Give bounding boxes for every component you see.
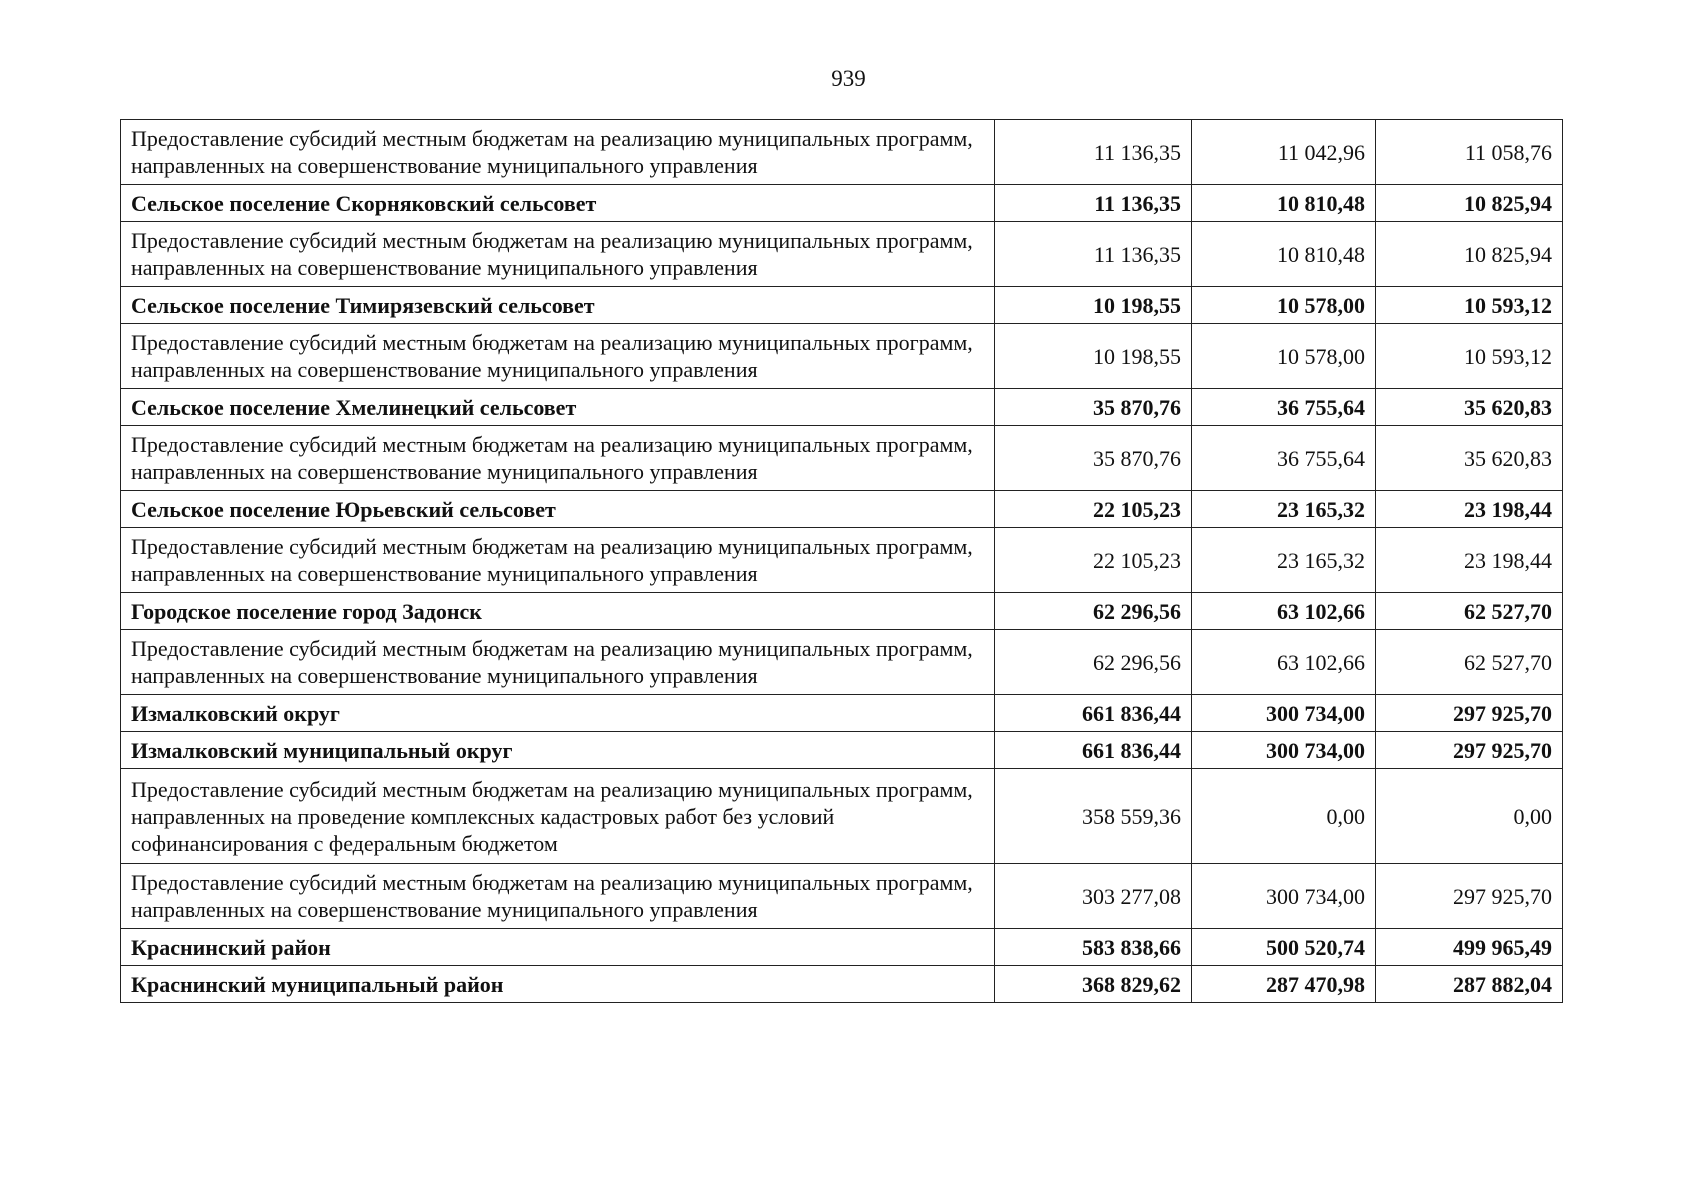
- table-row-subtotal: [121, 966, 1563, 1003]
- row-value-year1-cell: 661 836,44: [995, 695, 1192, 732]
- table-row: [121, 528, 1563, 593]
- row-value-year2-cell: 500 520,74: [1192, 929, 1376, 966]
- row-value-year2-cell: 10 810,48: [1192, 222, 1376, 287]
- row-value-year1-cell: 62 296,56: [995, 593, 1192, 630]
- row-value-year1-cell: 35 870,76: [995, 426, 1192, 491]
- row-value-year1-cell: 62 296,56: [995, 630, 1192, 695]
- table-row: [121, 222, 1563, 287]
- row-name-cell: Предоставление субсидий местным бюджетам на реализацию муниципальных программ, направленных на совершенствование муниципального управления: [121, 324, 995, 389]
- table-body: [121, 120, 1563, 1003]
- row-value-year3-cell: 62 527,70: [1376, 630, 1563, 695]
- row-value-year2-cell: 287 470,98: [1192, 966, 1376, 1003]
- table-row: [121, 426, 1563, 491]
- row-value-year3-cell: 23 198,44: [1376, 528, 1563, 593]
- row-name-cell: Предоставление субсидий местным бюджетам на реализацию муниципальных программ, направленных на совершенствование муниципального управления: [121, 528, 995, 593]
- row-value-year1-cell: 11 136,35: [995, 120, 1192, 185]
- row-name-cell: Сельское поселение Скорняковский сельсовет: [121, 185, 995, 222]
- row-value-year3-cell: 23 198,44: [1376, 491, 1563, 528]
- row-name-cell: Сельское поселение Тимирязевский сельсовет: [121, 287, 995, 324]
- row-value-year2-cell: 10 810,48: [1192, 185, 1376, 222]
- row-value-year3-cell: 297 925,70: [1376, 864, 1563, 929]
- row-name-cell: Сельское поселение Юрьевский сельсовет: [121, 491, 995, 528]
- row-name-cell: Измалковский округ: [121, 695, 995, 732]
- row-value-year3-cell: 10 593,12: [1376, 287, 1563, 324]
- row-value-year3-cell: 0,00: [1376, 769, 1563, 864]
- table-row: [121, 630, 1563, 695]
- row-value-year2-cell: 11 042,96: [1192, 120, 1376, 185]
- row-name-cell: Предоставление субсидий местным бюджетам на реализацию муниципальных программ, направленных на совершенствование муниципального управления: [121, 222, 995, 287]
- table-row-subtotal: [121, 389, 1563, 426]
- row-value-year2-cell: 23 165,32: [1192, 491, 1376, 528]
- row-value-year2-cell: 10 578,00: [1192, 287, 1376, 324]
- row-value-year3-cell: 297 925,70: [1376, 732, 1563, 769]
- row-value-year2-cell: 23 165,32: [1192, 528, 1376, 593]
- table-row-subtotal: [121, 287, 1563, 324]
- row-value-year1-cell: 358 559,36: [995, 769, 1192, 864]
- row-name-cell: Краснинский район: [121, 929, 995, 966]
- table-row-subtotal: [121, 593, 1563, 630]
- row-value-year1-cell: 303 277,08: [995, 864, 1192, 929]
- row-value-year2-cell: 300 734,00: [1192, 695, 1376, 732]
- row-value-year3-cell: 10 825,94: [1376, 222, 1563, 287]
- table-row-subtotal: [121, 695, 1563, 732]
- row-value-year1-cell: 35 870,76: [995, 389, 1192, 426]
- row-value-year2-cell: 63 102,66: [1192, 630, 1376, 695]
- row-name-cell: Предоставление субсидий местным бюджетам на реализацию муниципальных программ, направленных на совершенствование муниципального управления: [121, 630, 995, 695]
- row-value-year3-cell: 35 620,83: [1376, 426, 1563, 491]
- row-value-year3-cell: 10 825,94: [1376, 185, 1563, 222]
- row-value-year3-cell: 35 620,83: [1376, 389, 1563, 426]
- row-value-year2-cell: 10 578,00: [1192, 324, 1376, 389]
- row-name-cell: Городское поселение город Задонск: [121, 593, 995, 630]
- row-value-year2-cell: 36 755,64: [1192, 426, 1376, 491]
- page-number: 939: [831, 66, 866, 91]
- row-value-year1-cell: 583 838,66: [995, 929, 1192, 966]
- row-value-year2-cell: 300 734,00: [1192, 732, 1376, 769]
- row-value-year3-cell: 297 925,70: [1376, 695, 1563, 732]
- row-value-year3-cell: 10 593,12: [1376, 324, 1563, 389]
- row-value-year1-cell: 10 198,55: [995, 287, 1192, 324]
- budget-table: [120, 119, 1563, 1003]
- row-value-year2-cell: 300 734,00: [1192, 864, 1376, 929]
- row-value-year1-cell: 22 105,23: [995, 491, 1192, 528]
- row-name-cell: Сельское поселение Хмелинецкий сельсовет: [121, 389, 995, 426]
- row-value-year3-cell: 11 058,76: [1376, 120, 1563, 185]
- row-name-cell: Краснинский муниципальный район: [121, 966, 995, 1003]
- row-value-year3-cell: 499 965,49: [1376, 929, 1563, 966]
- row-value-year3-cell: 62 527,70: [1376, 593, 1563, 630]
- row-value-year2-cell: 0,00: [1192, 769, 1376, 864]
- table-row: [121, 120, 1563, 185]
- row-value-year1-cell: 11 136,35: [995, 222, 1192, 287]
- row-value-year2-cell: 36 755,64: [1192, 389, 1376, 426]
- row-name-cell: Предоставление субсидий местным бюджетам на реализацию муниципальных программ, направленных на совершенствование муниципального управления: [121, 120, 995, 185]
- row-value-year1-cell: 10 198,55: [995, 324, 1192, 389]
- row-name-cell: Предоставление субсидий местным бюджетам на реализацию муниципальных программ, направленных на совершенствование муниципального управления: [121, 426, 995, 491]
- table-row-subtotal: [121, 185, 1563, 222]
- row-value-year1-cell: 661 836,44: [995, 732, 1192, 769]
- row-name-cell: Предоставление субсидий местным бюджетам на реализацию муниципальных программ, направленных на проведение комплексных кадастровых работ без условий софинансирования с федеральным бюджетом: [121, 769, 995, 864]
- row-value-year1-cell: 22 105,23: [995, 528, 1192, 593]
- table-row: [121, 769, 1563, 864]
- table-row-subtotal: [121, 732, 1563, 769]
- row-value-year1-cell: 368 829,62: [995, 966, 1192, 1003]
- row-value-year2-cell: 63 102,66: [1192, 593, 1376, 630]
- row-name-cell: Предоставление субсидий местным бюджетам на реализацию муниципальных программ, направленных на совершенствование муниципального управления: [121, 864, 995, 929]
- table-row-subtotal: [121, 929, 1563, 966]
- row-name-cell: Измалковский муниципальный округ: [121, 732, 995, 769]
- table-row: [121, 864, 1563, 929]
- table-row: [121, 324, 1563, 389]
- table-row-subtotal: [121, 491, 1563, 528]
- row-value-year1-cell: 11 136,35: [995, 185, 1192, 222]
- row-value-year3-cell: 287 882,04: [1376, 966, 1563, 1003]
